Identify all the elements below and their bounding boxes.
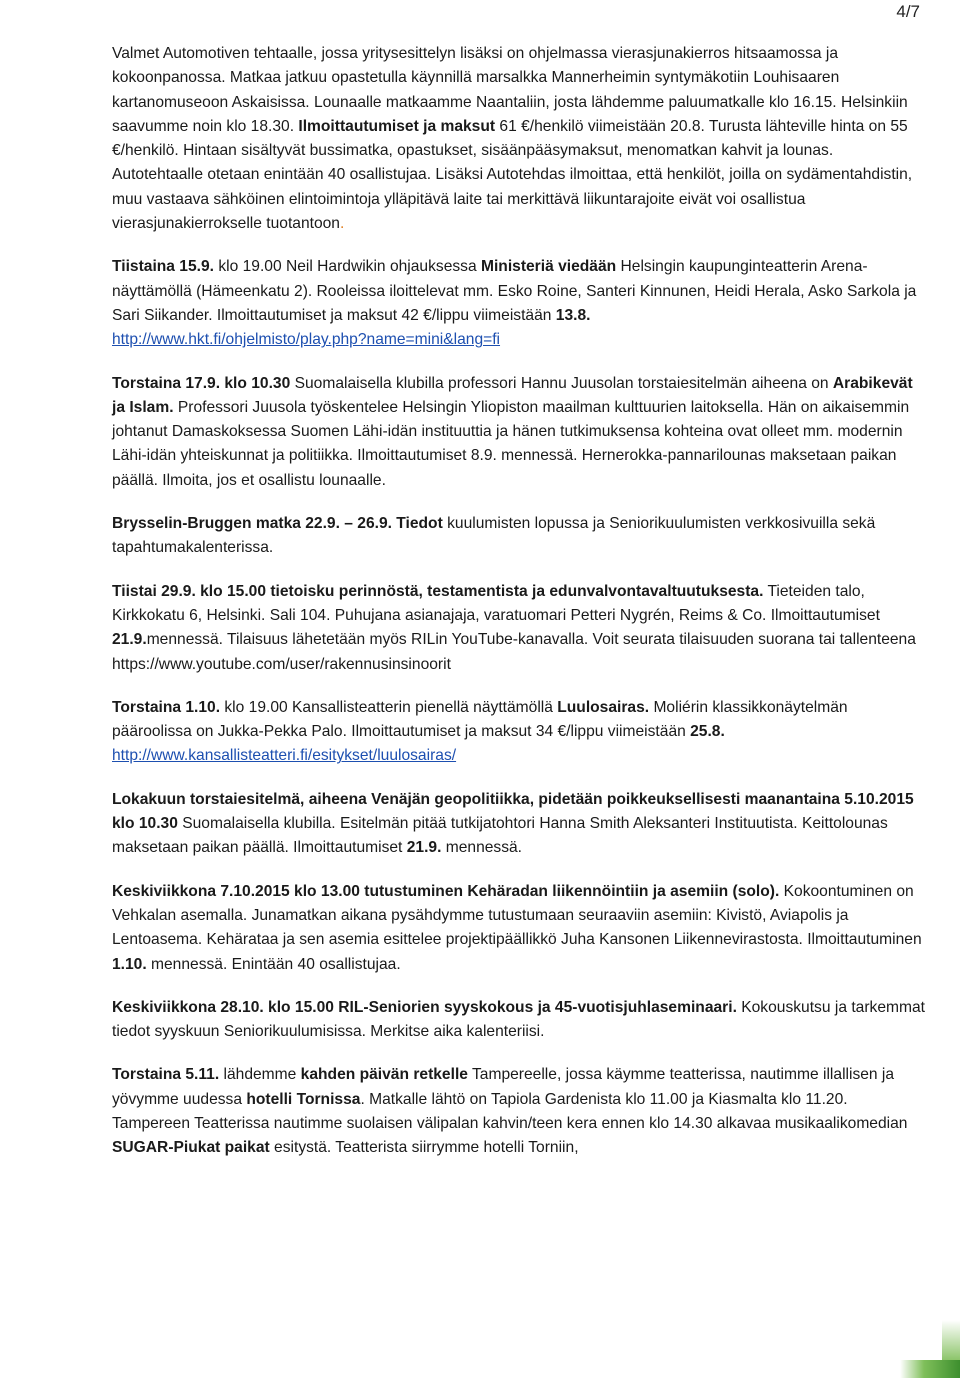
paragraph-geopolitiikka: Lokakuun torstaiesitelmä, aiheena Venäjän geopolitiikka, pidetään poikkeuksellisesti maanantaina 5.10.2015 klo 10.30 Suomalaisella klubilla. Esitelmän pitää tutkijatohtori Hanna Smith Aleksanteri Instituutista. Keittolounas maksetaan paikan päällä. Ilmoittautumiset 21.9. mennessä.: [112, 790, 914, 857]
page-number: 4/7: [896, 2, 920, 21]
paragraph-keharata: Keskiviikkona 7.10.2015 klo 13.00 tutustuminen Kehäradan liikennöintiin ja asemiin (solo). Kokoontuminen on Vehkalan asemalla. Junamatkan aikana pysähdymme tutustumaan seuraaviin asemiin: Kivistö, Aviapolis ja Lentoasema. Kehärataa ja sen asemia esittelee projektipäällikkö Juha Kansonen Liikennevirastosta. Ilmoittautuminen 1.10. mennessä. Enintään 40 osallistujaa.: [112, 882, 922, 973]
paragraph-syyskokous: Keskiviikkona 28.10. klo 15.00 RIL-Seniorien syyskokous ja 45-vuotisjuhlaseminaari. Kokouskutsu ja tarkemmat tiedot syyskuun Seniorikuulumisissa. Merkitse aika kalenteriisi.: [112, 998, 925, 1041]
paragraph-tampere-trip: Torstaina 5.11. lähdemme kahden päivän retkelle Tampereelle, jossa käymme teatterissa, nautimme illallisen ja yövymme uudessa hotelli Tornissa. Matkalle lähtö on Tapiola Gardenista klo 11.00 ja Kiasmalta klo 11.20. Tampereen Teatterissa nautimme suolaisen välipalan kahvin/teen kera ennen klo 14.30 alkavaa musikaalikomedian SUGAR-Piukat paikat esitystä. Teatterista siirrymme hotelli Torniin,: [112, 1066, 908, 1157]
kansallisteatteri-link[interactable]: http://www.kansallisteatteri.fi/esitykset/luulosairas/: [112, 747, 457, 765]
paragraph-ministeria-viedaan: Tiistaina 15.9. klo 19.00 Neil Hardwikin ohjauksessa Ministeriä viedään Helsingin kaupunginteatterin Arena-näyttämöllä (Hämeenkatu 2). Rooleissa iloittelevat mm. Esko Roine, Santeri Kinnunen, Heidi Herala, Asko Sarkola ja Sari Siikander. Ilmoittautumiset ja maksut 42 €/lippu viimeistään 13.8. http://www.hkt.fi/ohjelmisto/play.php?name=mini&lang=fi: [112, 258, 917, 349]
paragraph-bryssel-trip: Brysselin-Bruggen matka 22.9. – 26.9. Tiedot kuulumisten lopussa ja Seniorikuulumisten verkkosivuilla sekä tapahtumakalenterissa.: [112, 515, 876, 557]
corner-decoration: [900, 1360, 960, 1378]
hkt-link[interactable]: http://www.hkt.fi/ohjelmisto/play.php?name=mini&lang=fi: [112, 331, 501, 349]
document-body: [112, 42, 927, 1180]
paragraph-tietoisku: Tiistai 29.9. klo 15.00 tietoisku perinnöstä, testamentista ja edunvalvontavaltuutuksesta. Tieteiden talo, Kirkkokatu 6, Helsinki. Sali 104. Puhujana asianajaja, varatuomari Petteri Nygrén, Reims & Co. Ilmoittautumiset 21.9.mennessä. Tilaisuus lähetetään myös RILin YouTube-kanavalla. Voit seurata tilaisuuden suorana tai tallenteena https://www.youtube.com/user/rakennusinsinoorit: [112, 582, 916, 673]
corner-decoration-vertical: [942, 1320, 960, 1360]
paragraph-luulosairas: Torstaina 1.10. klo 19.00 Kansallisteatterin pienellä näyttämöllä Luulosairas. Moliérin klassikkonäytelmän pääroolissa on Jukka-Pekka Palo. Ilmoittautumiset ja maksut 34 €/lippu viimeistään 25.8. http://www.kansallisteatteri.fi/esitykset/luulosairas/: [112, 698, 848, 765]
paragraph-arabikevat: Torstaina 17.9. klo 10.30 Suomalaisella klubilla professori Hannu Juusolan torstaiesitelmän aiheena on Arabikevät ja Islam. Professori Juusola työskentelee Helsingin Yliopiston maailman kulttuurien laitoksella. Hän on aikaisemmin johtanut Damaskoksessa Suomen Lähi-idän instituuttia ja hänen tutkimuksensa kohteina ovat olleet mm. modernin Lähi-idän yhteiskunnat ja politiikka. Ilmoittautumiset 8.9. mennessä. Hernerokka-pannarilounas maksetaan paikan päällä. Ilmoita, jos et osallistu lounaalle.: [112, 374, 913, 489]
paragraph-valmet-trip: Valmet Automotiven tehtaalle, jossa yritysesittelyn lisäksi on ohjelmassa vierasjunakierros hitsaamossa ja kokoonpanossa. Matkaa jatkuu opastetulla käynnillä marsalkka Mannerheimin syntymäkotiin Louhisaaren kartanomuseoon Askaisissa. Lounaalle matkaamme Naantaliin, josta lähdemme paluumatkalle klo 16.15. Helsinkiin saavumme noin klo 18.30. Ilmoittautumiset ja maksut 61 €/henkilö viimeistään 20.8. Turusta lähteville hinta on 55 €/henkilö. Hintaan sisältyvät bussimatka, opastukset, sisäänpääsymaksut, menomatkan kahvit ja lounas. Autotehtaalle otetaan enintään 40 osallistujaa. Lisäksi Autotehdas ilmoittaa, että henkilöt, joilla on sydämentahdistin, muu vastaava sähköinen elintoimintoja ylläpitävä laite tai merkittävä liikuntarajoite eivät voi osallistua vierasjunakierrokselle tuotantoon.: [112, 45, 913, 233]
